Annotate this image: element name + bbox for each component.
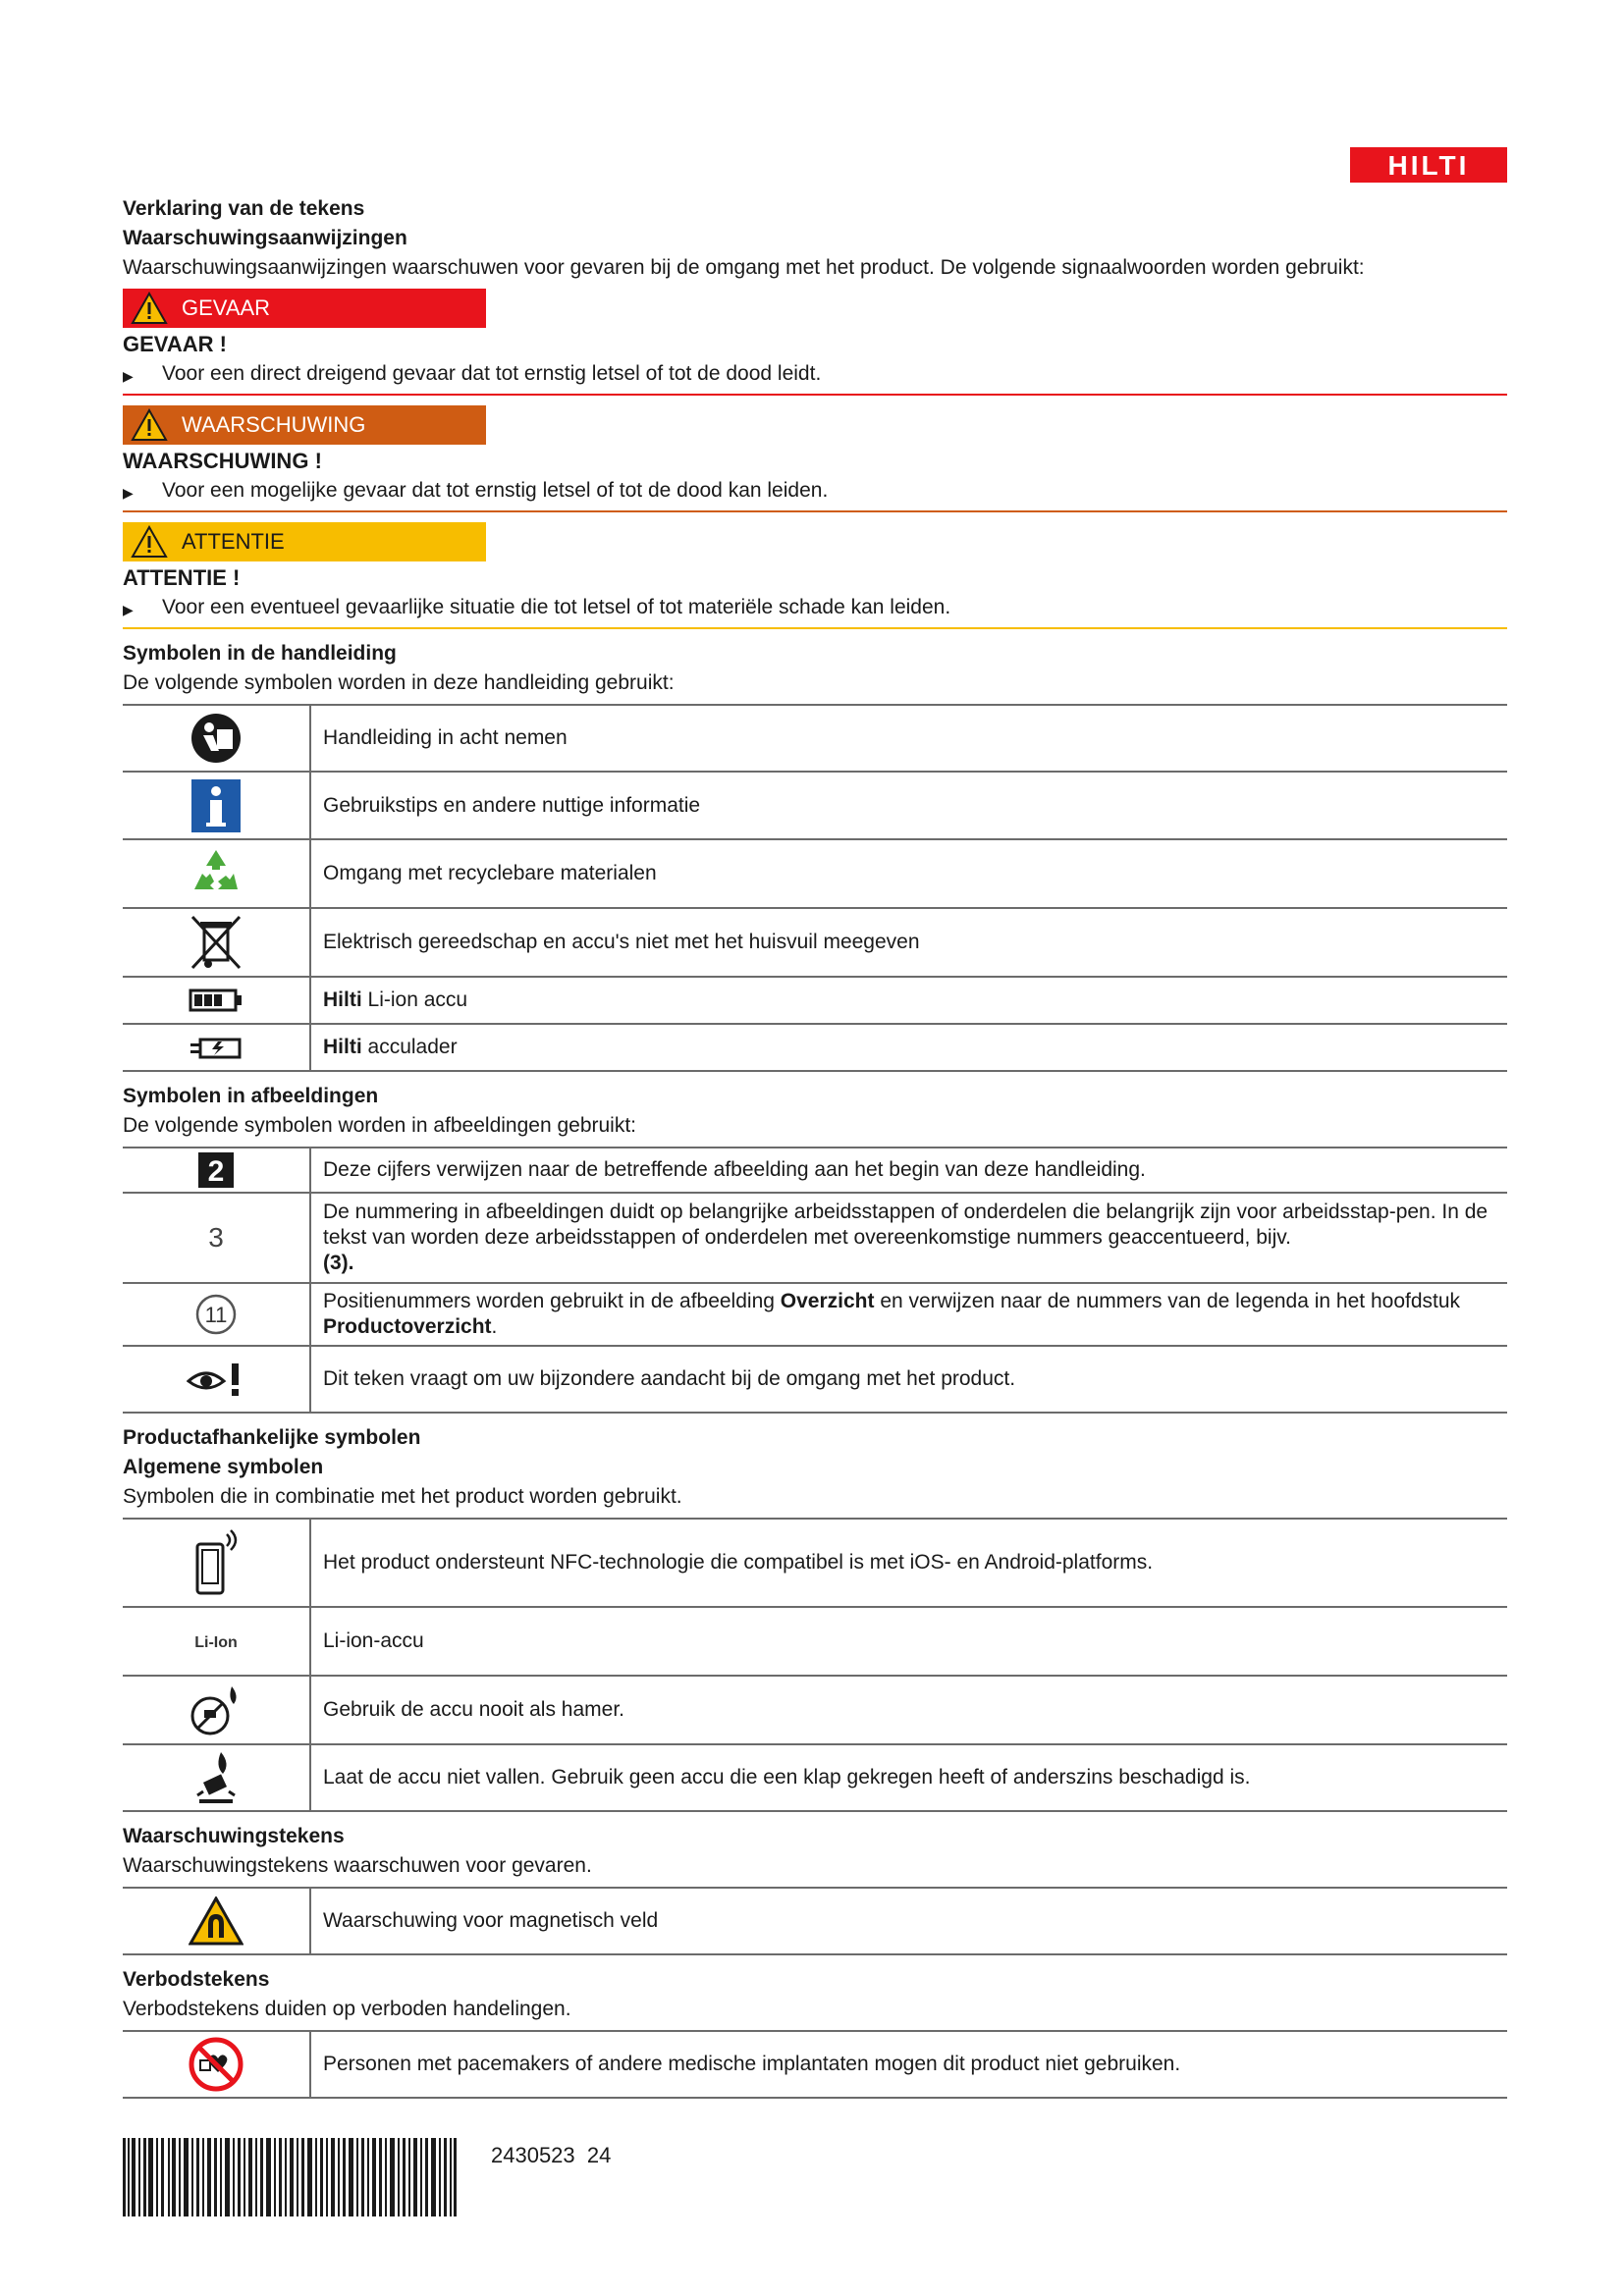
table-row	[123, 908, 1507, 977]
table-row	[123, 772, 1507, 839]
caution-label: ATTENTIE !	[123, 565, 241, 590]
caution-banner	[123, 522, 486, 561]
position-number-text: Positienummers worden gebruikt in de afbeelding Overzicht en verwijzen naar de nummers van de legenda in het hoofdstuk Productoverzicht.	[310, 1283, 1507, 1346]
svg-text:2: 2	[207, 1155, 225, 1188]
charger-symbol-text: Hilti acculader	[310, 1024, 1507, 1071]
table-row	[123, 839, 1507, 908]
table-row	[123, 705, 1507, 772]
nfc-phone-icon	[191, 1528, 241, 1597]
table-row	[123, 2031, 1507, 2098]
warnings-intro: Waarschuwingsaanwijzingen waarschuwen voor gevaren bij de omgang met het product. De volgende signaalwoorden worden gebruikt:	[123, 256, 1365, 279]
battery-icon	[189, 988, 244, 1012]
table-row	[123, 1283, 1507, 1346]
document-number: 2430523 24	[491, 2143, 612, 2167]
danger-label: GEVAAR !	[123, 332, 227, 356]
no-hammer-text: Gebruik de accu nooit als hamer.	[310, 1676, 1507, 1744]
svg-text:HILTI: HILTI	[1387, 150, 1470, 181]
warning-triangle-icon	[131, 408, 168, 442]
general-symbols-title: Algemene symbolen	[123, 1456, 324, 1478]
warning-signs-intro: Waarschuwingstekens waarschuwen voor gevaren.	[123, 1854, 592, 1877]
li-ion-label-icon: Li-Ion	[194, 1633, 238, 1651]
product-symbols-title: Productafhankelijke symbolen	[123, 1426, 421, 1449]
figure-number-text: Deze cijfers verwijzen naar de betreffende afbeelding aan het begin van deze handleiding.	[310, 1148, 1507, 1193]
warning-banner	[123, 405, 486, 445]
document-body	[123, 194, 1507, 2099]
figure-symbols-table	[123, 1147, 1507, 1414]
nfc-symbol-text: Het product ondersteunt NFC-technologie die compatibel is met iOS- en Android-platforms.	[310, 1519, 1507, 1607]
step-number-icon: 3	[208, 1221, 224, 1253]
warning-banner-label: WAARSCHUWING	[182, 412, 366, 438]
magnet-warning-icon	[189, 1896, 244, 1946]
step-number-text: De nummering in afbeeldingen duidt op belangrijke arbeidsstappen of onderdelen die belangrijk zijn voor arbeidsstap-pen. In de tekst van worden deze arbeidsstappen of onderdelen met overeenkomstige nummers geaccentueerd, bijv. (3).	[310, 1193, 1507, 1283]
figure-symbols-intro: De volgende symbolen worden in afbeeldingen gebruikt:	[123, 1114, 637, 1137]
table-row	[123, 1888, 1507, 1954]
eye-attention-icon	[187, 1360, 245, 1399]
caution-text: ▶ Voor een eventueel gevaarlijke situatie die tot letsel of tot materiële schade kan leiden.	[123, 593, 1507, 629]
li-ion-symbol-text: Li-ion-accu	[310, 1607, 1507, 1676]
warning-text: ▶ Voor een mogelijke gevaar dat tot ernstig letsel of tot de dood kan leiden.	[123, 476, 1507, 512]
prohibition-signs-table	[123, 2030, 1507, 2099]
svg-text:11: 11	[204, 1303, 228, 1327]
table-row	[123, 1346, 1507, 1413]
table-row	[123, 1676, 1507, 1744]
manual-symbols-table	[123, 704, 1507, 1072]
eye-attention-text: Dit teken vraagt om uw bijzondere aandacht bij de omgang met het product.	[310, 1346, 1507, 1413]
danger-banner	[123, 289, 486, 328]
bin-symbol-text: Elektrisch gereedschap en accu's niet met het huisvuil meegeven	[310, 908, 1507, 977]
manual-icon	[189, 712, 243, 765]
charger-icon	[189, 1034, 244, 1061]
product-symbols-intro: Symbolen die in combinatie met het product worden gebruikt.	[123, 1485, 682, 1508]
table-row	[123, 977, 1507, 1024]
table-row	[123, 1744, 1507, 1811]
warning-label: WAARSCHUWING !	[123, 449, 322, 473]
warning-signs-table	[123, 1887, 1507, 1955]
figure-symbols-title: Symbolen in afbeeldingen	[123, 1085, 379, 1107]
warnings-title: Waarschuwingsaanwijzingen	[123, 227, 407, 249]
manual-symbol-text: Handleiding in acht nemen	[310, 705, 1507, 772]
no-pacemaker-text: Personen met pacemakers of andere medische implantaten mogen dit product niet gebruiken.	[310, 2031, 1507, 2098]
table-row	[123, 1148, 1507, 1193]
danger-text: ▶ Voor een direct dreigend gevaar dat tot ernstig letsel of tot de dood leidt.	[123, 359, 1507, 396]
magnet-warning-text: Waarschuwing voor magnetisch veld	[310, 1888, 1507, 1954]
crossed-bin-icon	[189, 913, 244, 972]
recycle-icon	[189, 846, 244, 901]
prohibition-signs-title: Verbodstekens	[123, 1968, 270, 1991]
info-symbol-text: Gebruikstips en andere nuttige informatie	[310, 772, 1507, 839]
battery-symbol-text: Hilti Li-ion accu	[310, 977, 1507, 1024]
table-row	[123, 1519, 1507, 1607]
table-row	[123, 1607, 1507, 1676]
no-hammer-icon	[189, 1682, 244, 1737]
prohibition-signs-intro: Verbodstekens duiden op verboden handelingen.	[123, 1998, 571, 2020]
position-number-icon	[194, 1293, 238, 1336]
warning-signs-title: Waarschuwingstekens	[123, 1825, 345, 1847]
drop-battery-icon	[191, 1748, 241, 1807]
warning-triangle-icon	[131, 292, 168, 325]
manual-symbols-intro: De volgende symbolen worden in deze handleiding gebruikt:	[123, 671, 675, 694]
hilti-logo	[1350, 147, 1507, 183]
recycle-symbol-text: Omgang met recyclebare materialen	[310, 839, 1507, 908]
info-icon	[191, 779, 241, 832]
drop-battery-text: Laat de accu niet vallen. Gebruik geen accu die een klap gekregen heeft of anderszins beschadigd is.	[310, 1744, 1507, 1811]
warning-triangle-icon	[131, 525, 168, 559]
no-pacemaker-icon	[189, 2037, 244, 2092]
page-heading: Verklaring van de tekens	[123, 197, 365, 220]
caution-banner-label: ATTENTIE	[182, 529, 285, 555]
table-row	[123, 1024, 1507, 1071]
manual-symbols-title: Symbolen in de handleiding	[123, 642, 397, 665]
figure-number-icon	[198, 1152, 234, 1188]
danger-banner-label: GEVAAR	[182, 295, 271, 321]
product-symbols-table	[123, 1518, 1507, 1812]
table-row	[123, 1193, 1507, 1283]
barcode	[123, 2138, 457, 2216]
